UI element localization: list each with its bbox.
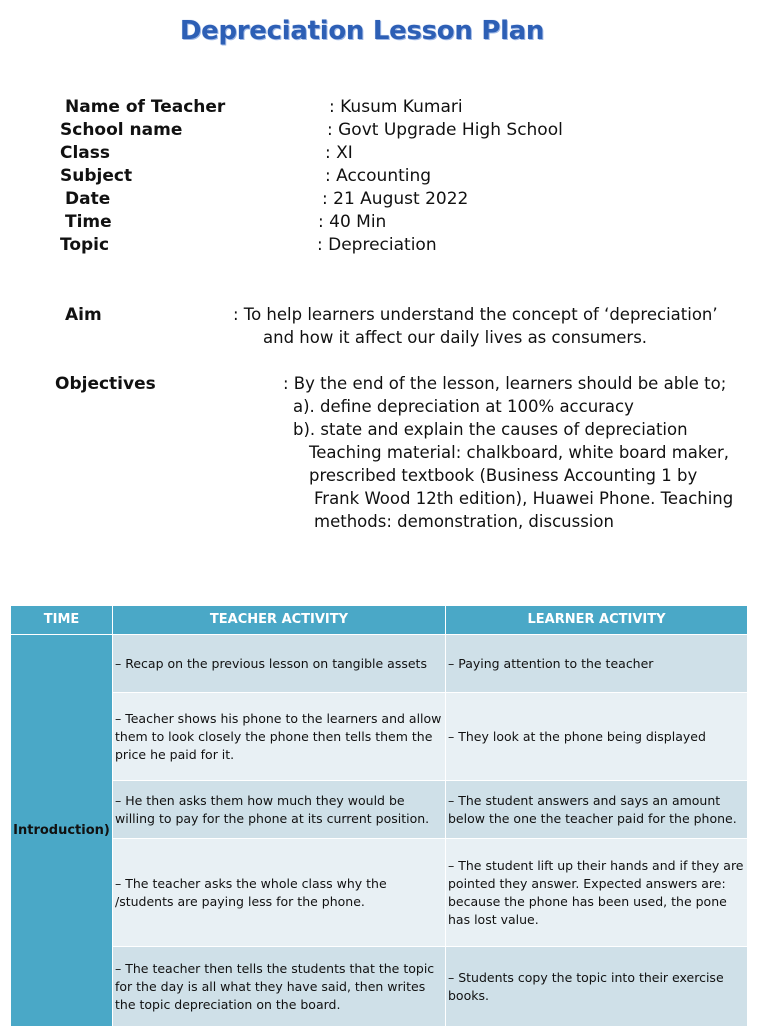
learner-activity-cell: – They look at the phone being displayed [446, 693, 748, 781]
info-label-date: Date [65, 189, 111, 209]
learner-activity-cell: – The student answers and says an amount below the one the teacher paid for the phone. [446, 781, 748, 839]
activity-table [10, 605, 748, 1027]
objectives-line: Teaching material: chalkboard, white board maker, [309, 443, 730, 462]
info-value-school: : Govt Upgrade High School [327, 120, 563, 140]
objectives-line: b). state and explain the causes of depreciation [293, 420, 688, 439]
teacher-activity-cell: – The teacher then tells the students that the topic for the day is all what they have said, then writes the topic depreciation on the board. [113, 947, 446, 1027]
table-row [11, 947, 748, 1027]
objectives-line: prescribed textbook (Business Accounting 1 by [309, 466, 698, 485]
info-value-class: : XI [325, 143, 353, 163]
teacher-activity-cell: – The teacher asks the whole class why the /students are paying less for the phone. [113, 839, 446, 947]
info-label-teacher: Name of Teacher [65, 97, 226, 117]
table-row [11, 635, 748, 693]
header-time: TIME [11, 606, 113, 635]
info-value-topic: : Depreciation [317, 235, 437, 255]
teacher-activity-cell: – He then asks them how much they would be willing to pay for the phone at its current position. [113, 781, 446, 839]
objectives-line: Frank Wood 12th edition), Huawei Phone. Teaching [314, 489, 734, 508]
aim-text-line-1: : To help learners understand the concept of ‘depreciation’ [233, 305, 718, 324]
table-row [11, 781, 748, 839]
table-header-row [11, 606, 748, 635]
aim-label: Aim [65, 305, 102, 325]
info-value-teacher: : Kusum Kumari [329, 97, 463, 117]
stage-cell: Introduction) [11, 635, 113, 1027]
page-title: Depreciation Lesson Plan [179, 16, 545, 46]
objectives-line: a). define depreciation at 100% accuracy [293, 397, 634, 416]
table-row [11, 839, 748, 947]
teacher-activity-cell: – Teacher shows his phone to the learners and allow them to look closely the phone then tells them the price he paid for it. [113, 693, 446, 781]
info-value-time: : 40 Min [318, 212, 387, 232]
info-value-subject: : Accounting [325, 166, 432, 186]
learner-activity-cell: – Paying attention to the teacher [446, 635, 748, 693]
info-value-date: : 21 August 2022 [322, 189, 469, 209]
info-label-time: Time [65, 212, 112, 232]
objectives-line: : By the end of the lesson, learners should be able to; [283, 374, 727, 393]
learner-activity-cell: – The student lift up their hands and if they are pointed they answer. Expected answers are: because the phone has been used, the pone has lost value. [446, 839, 748, 947]
header-teacher-activity: TEACHER ACTIVITY [113, 606, 446, 635]
objectives-label: Objectives [55, 374, 156, 394]
info-label-school: School name [60, 120, 183, 140]
objectives-line: methods: demonstration, discussion [314, 512, 614, 531]
aim-text-line-2: and how it affect our daily lives as consumers. [263, 328, 648, 347]
table-row [11, 693, 748, 781]
header-learner-activity: LEARNER ACTIVITY [446, 606, 748, 635]
info-label-topic: Topic [60, 235, 110, 255]
learner-activity-cell: – Students copy the topic into their exercise books. [446, 947, 748, 1027]
teacher-activity-cell: – Recap on the previous lesson on tangible assets [113, 635, 446, 693]
info-label-class: Class [60, 143, 111, 163]
info-label-subject: Subject [60, 166, 133, 186]
